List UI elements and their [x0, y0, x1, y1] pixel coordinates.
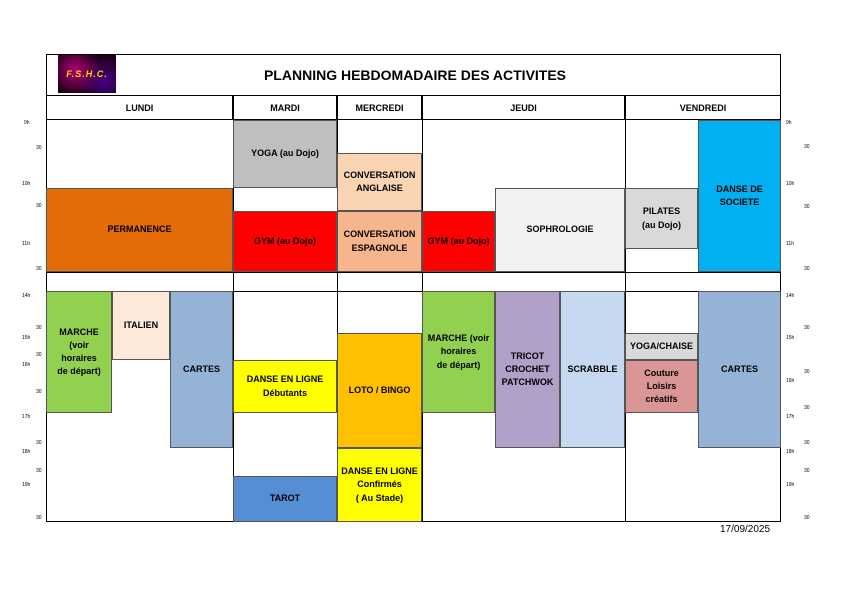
time-tick: 9h: [786, 120, 792, 126]
club-logo: [58, 55, 116, 93]
activity-label-line: CARTES: [182, 363, 220, 374]
activity-label: [630, 340, 693, 353]
time-tick: 16h: [22, 362, 31, 368]
activity-label-line: PERMANENCE: [107, 224, 172, 235]
lunch-top-line: [46, 272, 781, 273]
time-tick: 30: [804, 325, 810, 331]
activity-label: [247, 373, 324, 399]
activity-label-line: PATCHWOK: [501, 377, 554, 388]
activity-italien: [112, 291, 170, 360]
activity-label-line: SOCIETE: [719, 197, 760, 207]
time-tick: 30: [36, 203, 42, 209]
activity-label: [716, 183, 763, 209]
activity-label-line: MARCHE: [59, 326, 99, 337]
activity-label-line: ITALIEN: [123, 319, 159, 330]
time-tick: 11h: [22, 241, 30, 247]
activity-label: [344, 228, 416, 254]
activity-label: [428, 235, 490, 248]
activity-tricot: [495, 291, 560, 448]
activity-label-line: de départ): [57, 366, 101, 377]
activity-label: [721, 363, 758, 376]
activity-label-line: TRICOT: [510, 350, 545, 361]
activity-label-line: ESPAGNOLE: [351, 242, 408, 253]
time-tick: 30: [36, 389, 42, 395]
activity-label: [124, 319, 158, 332]
activity-label-line: SOPHROLOGIE: [526, 224, 594, 235]
activity-label-line: DANSE EN LIGNE: [341, 466, 418, 477]
time-tick: 30: [36, 515, 42, 521]
time-tick: 30: [804, 266, 810, 272]
time-tick: 16h: [786, 378, 795, 384]
time-tick: 18h: [786, 449, 795, 455]
time-tick: 30: [804, 369, 810, 375]
time-tick: 11h: [786, 241, 794, 247]
activity-label: [270, 492, 300, 505]
activity-cartes-vendredi: [698, 291, 781, 448]
activity-gym-mardi: [233, 211, 337, 272]
activity-loto-bingo: [337, 333, 422, 448]
activity-label-line: (voir: [69, 339, 89, 350]
activity-scrabble: [560, 291, 625, 448]
activity-danse-ligne-confirmes: [337, 448, 422, 522]
time-tick: 30: [804, 405, 810, 411]
activity-yoga-dojo: [233, 120, 337, 188]
day-header-vendredi: VENDREDI: [625, 95, 781, 120]
activity-conversation-anglaise: [337, 153, 422, 211]
activity-tarot: [233, 476, 337, 522]
time-tick: 10h: [22, 181, 31, 187]
activity-label-line: CROCHET: [505, 363, 550, 374]
time-tick: 14h: [22, 293, 31, 299]
time-tick: 9h: [24, 120, 30, 126]
day-header-mercredi: MERCREDI: [337, 95, 422, 120]
activity-label: [428, 332, 490, 371]
activity-permanence: [46, 188, 233, 272]
activity-yoga-chaise: [625, 333, 698, 360]
activity-cartes-lundi: [170, 291, 233, 448]
activity-label-line: PILATES: [642, 206, 681, 217]
time-tick: 10h: [786, 181, 795, 187]
activity-label-line: GYM (au Dojo): [427, 235, 490, 246]
activity-label-line: Loisirs: [646, 380, 677, 391]
activity-label-line: DANSE EN LIGNE: [246, 374, 324, 385]
time-tick: 17h: [22, 414, 31, 420]
time-tick: 17h: [786, 414, 795, 420]
activity-label: [502, 350, 554, 389]
time-tick: 30: [36, 352, 42, 358]
activity-label: [344, 169, 416, 195]
time-tick: 15h: [786, 335, 795, 341]
activity-label-line: créatifs: [645, 394, 678, 405]
activity-label-line: horaires: [61, 353, 97, 363]
activity-label: [567, 363, 617, 376]
time-tick: 18h: [22, 449, 31, 455]
document-date: 17/09/2025: [720, 524, 771, 535]
time-tick: 19h: [22, 482, 31, 488]
time-tick: 15h: [22, 335, 31, 341]
activity-gym-jeudi: [422, 211, 495, 272]
time-tick: 30: [804, 204, 810, 210]
time-tick: 30: [36, 266, 42, 272]
page-title: PLANNING HEBDOMADAIRE DES ACTIVITES: [263, 67, 567, 83]
activity-label-line: LOTO / BINGO: [348, 384, 411, 395]
time-tick: 30: [804, 468, 810, 474]
day-header-mardi: MARDI: [233, 95, 337, 120]
activity-label-line: CONVERSATION: [343, 169, 416, 180]
day-separator: [625, 120, 626, 522]
activity-label-line: CONVERSATION: [343, 229, 416, 240]
activity-label-line: CARTES: [720, 363, 758, 374]
activity-label-line: MARCHE (voir: [427, 333, 490, 344]
time-tick: 30: [36, 440, 42, 446]
day-header-jeudi: JEUDI: [422, 95, 625, 120]
activity-label: [642, 205, 681, 231]
activity-pilates: [625, 188, 698, 249]
activity-label-line: de départ): [436, 359, 481, 370]
activity-label-line: DANSE DE: [716, 183, 763, 194]
activity-danse-ligne-debutants: [233, 360, 337, 413]
activity-marche-lundi: [46, 291, 112, 413]
activity-label: [107, 223, 171, 236]
activity-label: [526, 223, 593, 236]
activity-label: [183, 363, 220, 376]
activity-label-line: ( Au Stade): [355, 492, 404, 503]
activity-label: [349, 384, 411, 397]
activity-marche-jeudi: [422, 291, 495, 413]
time-tick: 19h: [786, 482, 795, 488]
activity-label: [57, 326, 101, 378]
activity-label-line: Couture: [644, 367, 679, 378]
time-tick: 14h: [786, 293, 795, 299]
activity-label-line: Confirmés: [357, 479, 402, 490]
activity-label-line: SCRABBLE: [567, 363, 618, 374]
activity-label-line: YOGA (au Dojo): [251, 148, 319, 159]
activity-label-line: YOGA/CHAISE: [629, 340, 693, 351]
activity-label: [254, 235, 316, 248]
time-tick: 30: [36, 145, 42, 151]
time-tick: 30: [36, 468, 42, 474]
activity-couture: [625, 360, 698, 413]
time-tick: 30: [804, 144, 810, 150]
activity-label: [341, 465, 418, 504]
activity-sophrologie: [495, 188, 625, 272]
activity-label-line: TAROT: [269, 493, 301, 504]
activity-danse-societe: [698, 120, 781, 272]
activity-label: [644, 367, 679, 406]
time-tick: 30: [804, 515, 810, 521]
activity-conversation-espagnole: [337, 211, 422, 272]
activity-label-line: horaires: [440, 346, 477, 357]
logo-text: F.S.H.C.: [66, 69, 108, 79]
activity-label-line: ANGLAISE: [356, 183, 403, 193]
activity-label: [251, 147, 319, 160]
day-header-lundi: LUNDI: [46, 95, 233, 120]
activity-label-line: (au Dojo): [642, 219, 681, 230]
time-tick: 30: [36, 325, 42, 331]
activity-label-line: Débutants: [262, 387, 307, 398]
time-tick: 30: [804, 440, 810, 446]
activity-label-line: GYM (au Dojo): [254, 235, 316, 246]
